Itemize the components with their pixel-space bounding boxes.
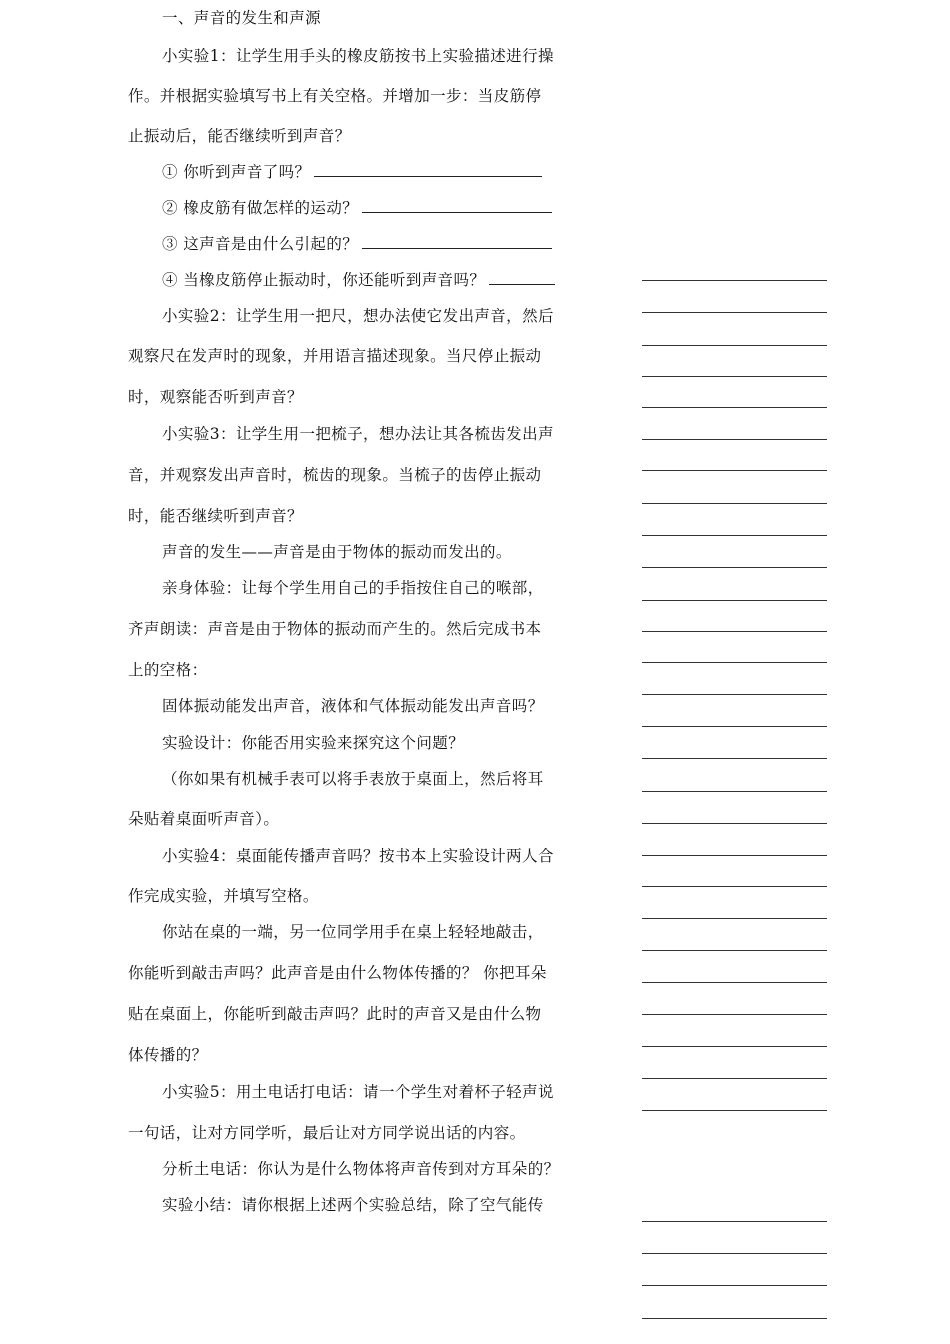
exp2-line-1: 小实验2：让学生用一把尺，想办法使它发出声音，然后 <box>162 307 554 325</box>
note-line[interactable] <box>642 918 827 919</box>
note-line[interactable] <box>642 280 827 281</box>
exp1-line-3: 止振动后，能否继续听到声音？ <box>128 127 351 145</box>
experience-line-3: 上的空格： <box>128 661 208 679</box>
exp1-question-1 <box>162 162 542 182</box>
conclusion-text: 声音的发生——声音是由于物体的振动而发出的。 <box>162 543 512 561</box>
note-line[interactable] <box>642 726 827 727</box>
note-line[interactable] <box>642 758 827 759</box>
exp4-line-1: 小实验4：桌面能传播声音吗？按书本上实验设计两人合 <box>162 847 554 865</box>
question-text: ④ 当橡皮筋停止振动时，你还能听到声音吗？ <box>162 271 486 289</box>
answer-blank[interactable] <box>314 162 542 177</box>
question-text: ② 橡皮筋有做怎样的运动？ <box>162 199 359 217</box>
note-line[interactable] <box>642 823 827 824</box>
note-line[interactable] <box>642 694 827 695</box>
exp1-question-3 <box>162 234 552 254</box>
note-line[interactable] <box>642 567 827 568</box>
note-line[interactable] <box>642 535 827 536</box>
note-line[interactable] <box>642 662 827 663</box>
note-line[interactable] <box>642 1046 827 1047</box>
answer-blank[interactable] <box>489 270 555 285</box>
note-line[interactable] <box>642 631 827 632</box>
note-line[interactable] <box>642 791 827 792</box>
note-line[interactable] <box>642 376 827 377</box>
note-line[interactable] <box>642 855 827 856</box>
note-line[interactable] <box>642 1318 827 1319</box>
section-heading: 一、声音的发生和声源 <box>162 9 322 27</box>
note-line[interactable] <box>642 439 827 440</box>
note-line[interactable] <box>642 1285 827 1286</box>
desk-line-4: 体传播的？ <box>128 1046 208 1064</box>
question-text: ③ 这声音是由什么引起的？ <box>162 235 359 253</box>
exp3-line-3: 时，能否继续听到声音？ <box>128 507 303 525</box>
exp3-line-2: 音，并观察发出声音时，梳齿的现象。当梳子的齿停止振动 <box>128 466 542 484</box>
exp1-line-2: 作。并根据实验填写书上有关空格。并增加一步：当皮筋停 <box>128 87 542 105</box>
exp5-line-1: 小实验5：用土电话打电话：请一个学生对着杯子轻声说 <box>162 1083 554 1101</box>
exp1-question-4 <box>162 270 555 290</box>
note-line[interactable] <box>642 1078 827 1079</box>
note-line[interactable] <box>642 886 827 887</box>
hint-line-2: 朵贴着桌面听声音）。 <box>128 810 280 828</box>
desk-line-3: 贴在桌面上，你能听到敲击声吗？此时的声音又是由什么物 <box>128 1005 542 1023</box>
experience-line-2: 齐声朗读：声音是由于物体的振动而产生的。然后完成书本 <box>128 620 542 638</box>
exp1-question-2 <box>162 198 552 218</box>
note-line[interactable] <box>642 1221 827 1222</box>
exp2-line-3: 时，观察能否听到声音？ <box>128 388 303 406</box>
notes-column <box>642 0 828 1344</box>
note-line[interactable] <box>642 312 827 313</box>
note-line[interactable] <box>642 503 827 504</box>
hint-line-1: （你如果有机械手表可以将手表放于桌面上，然后将耳 <box>162 770 544 788</box>
note-line[interactable] <box>642 1014 827 1015</box>
question-text: ① 你听到声音了吗？ <box>162 163 311 181</box>
exp3-line-1: 小实验3：让学生用一把梳子，想办法让其各梳齿发出声 <box>162 425 554 443</box>
note-line[interactable] <box>642 950 827 951</box>
note-line[interactable] <box>642 1253 827 1254</box>
note-line[interactable] <box>642 982 827 983</box>
note-line[interactable] <box>642 345 827 346</box>
exp4-line-2: 作完成实验，并填写空格。 <box>128 887 319 905</box>
note-line[interactable] <box>642 407 827 408</box>
desk-line-1: 你站在桌的一端，另一位同学用手在桌上轻轻地敲击， <box>162 923 544 941</box>
answer-blank[interactable] <box>362 234 552 249</box>
design-text: 实验设计：你能否用实验来探究这个问题？ <box>162 734 465 752</box>
exp2-line-2: 观察尺在发声时的现象，并用语言描述现象。当尺停止振动 <box>128 347 542 365</box>
exp5-line-2: 一句话，让对方同学听，最后让对方同学说出话的内容。 <box>128 1124 526 1142</box>
question-text: 固体振动能发出声音，液体和气体振动能发出声音吗？ <box>162 697 544 715</box>
desk-line-2: 你能听到敲击声吗？此声音是由什么物体传播的？ 你把耳朵 <box>128 964 547 982</box>
summary-text: 实验小结：请你根据上述两个实验总结，除了空气能传 <box>162 1196 544 1214</box>
note-line[interactable] <box>642 470 827 471</box>
answer-blank[interactable] <box>362 198 552 213</box>
analysis-text: 分析土电话：你认为是什么物体将声音传到对方耳朵的？ <box>162 1160 560 1178</box>
experience-line-1: 亲身体验：让每个学生用自己的手指按住自己的喉部， <box>162 579 544 597</box>
note-line[interactable] <box>642 1110 827 1111</box>
exp1-line-1: 小实验1：让学生用手头的橡皮筋按书上实验描述进行操 <box>162 47 554 65</box>
note-line[interactable] <box>642 600 827 601</box>
